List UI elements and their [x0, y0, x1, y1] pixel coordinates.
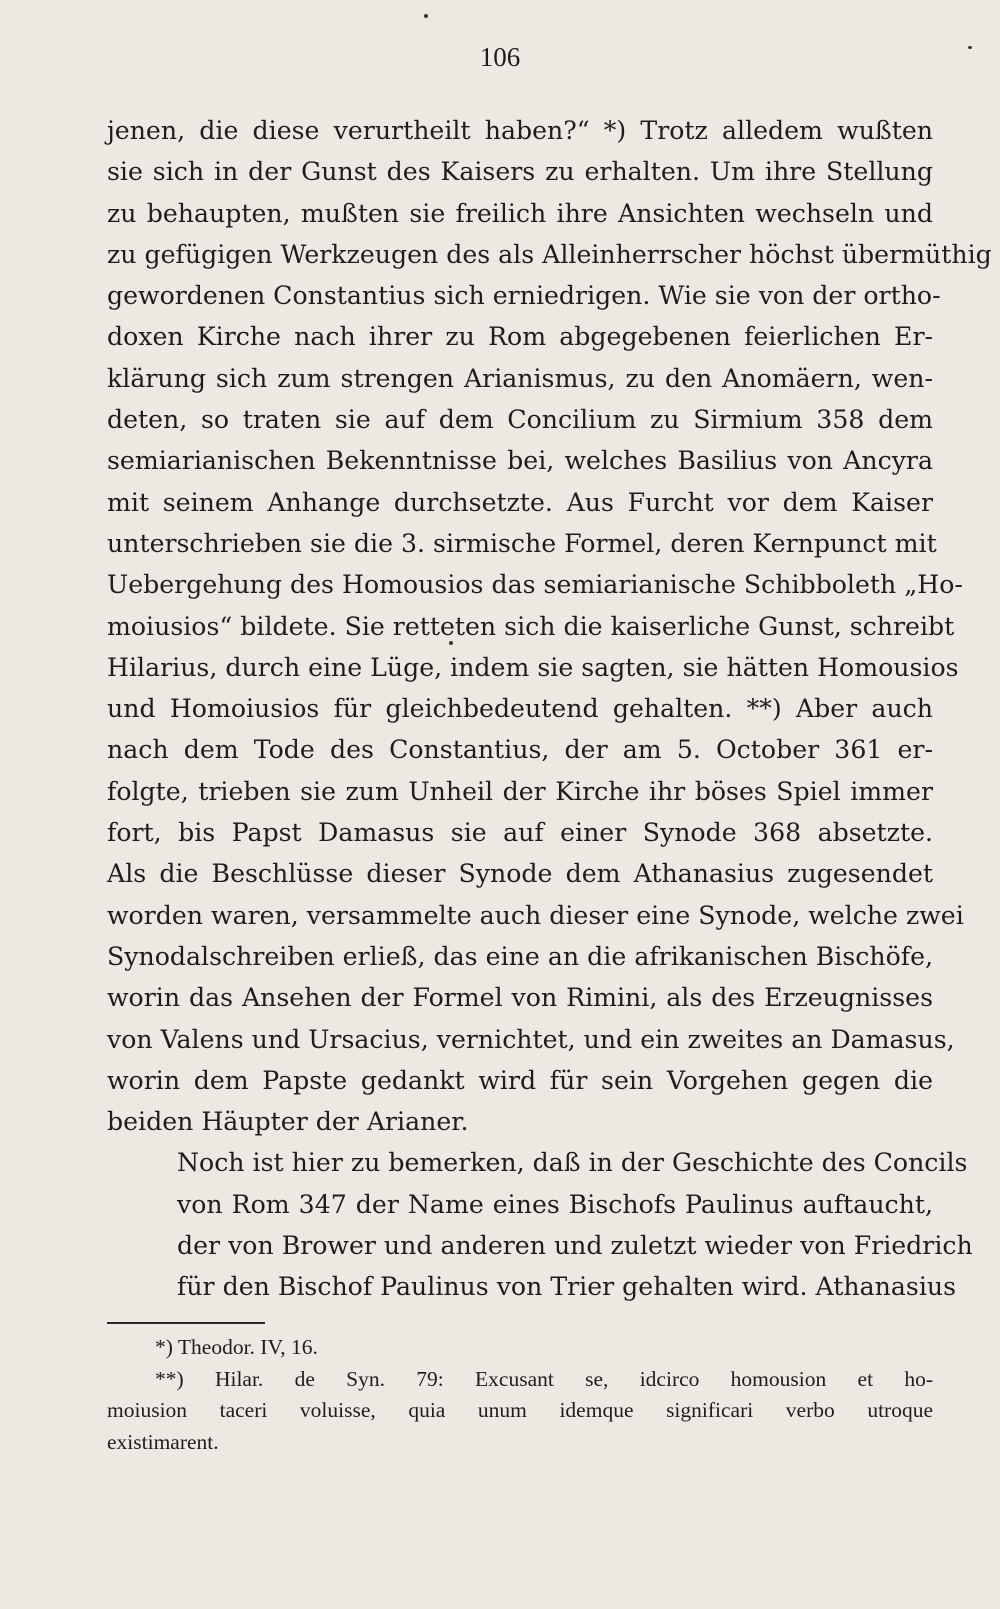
- text-line: beiden Häupter der Arianer.: [107, 1107, 469, 1137]
- text-line: jenen, die diese verurtheilt haben?“ *) Trotz alledem wußten: [107, 116, 933, 145]
- paragraph: [107, 110, 992, 1142]
- text-line: Als die Beschlüsse dieser Synode dem Athanasius zugesendet: [107, 859, 933, 889]
- text-line: Hilarius, durch eine Lüge, indem sie sagten, sie hätten Homousios: [107, 652, 959, 682]
- text-line: moiusios“ bildete. Sie retteten sich die kaiserliche Gunst, schreibt: [107, 611, 955, 641]
- text-line: von Rom 347 der Name eines Bischofs Paulinus auftaucht,: [177, 1189, 933, 1219]
- text-line: Uebergehung des Homousios das semiarianische Schibboleth „Ho-: [107, 570, 963, 600]
- text-line: zu behaupten, mußten sie freilich ihre Ansichten wechseln und: [107, 198, 933, 228]
- paragraph: [107, 1142, 973, 1307]
- text-line: unterschrieben sie die 3. sirmische Formel, deren Kernpunct mit: [107, 528, 937, 558]
- text-line: Synodalschreiben erließ, das eine an die afrikanischen Bischöfe,: [107, 941, 933, 971]
- text-line: worin das Ansehen der Formel von Rimini, als des Erzeugnisses: [107, 983, 933, 1013]
- text-line: und Homoiusios für gleichbedeutend gehalten. **) Aber auch: [107, 694, 933, 724]
- print-speck: [449, 641, 453, 645]
- text-line: worin dem Papste gedankt wird für sein Vorgehen gegen die: [107, 1065, 933, 1095]
- text-line: doxen Kirche nach ihrer zu Rom abgegebenen feierlichen Er-: [107, 322, 933, 352]
- text-line: klärung sich zum strengen Arianismus, zu den Anomäern, wen-: [107, 363, 933, 393]
- text-line: nach dem Tode des Constantius, der am 5. October 361 er-: [107, 735, 933, 765]
- footnote-divider: [107, 1322, 265, 1324]
- footnote: [107, 1332, 933, 1364]
- text-line: sie sich in der Gunst des Kaisers zu erhalten. Um ihre Stellung: [107, 157, 933, 187]
- text-line: semiarianischen Bekenntnisse bei, welches Basilius von Ancyra: [107, 446, 933, 476]
- text-line: für den Bischof Paulinus von Trier gehalten wird. Athanasius: [177, 1272, 957, 1302]
- text-line: folgte, trieben sie zum Unheil der Kirche ihr böses Spiel immer: [107, 776, 933, 806]
- text-line: zu gefügigen Werkzeugen des als Alleinherrscher höchst übermüthig: [107, 239, 992, 269]
- text-line: fort, bis Papst Damasus sie auf einer Synode 368 absetzte.: [107, 818, 933, 848]
- text-line: deten, so traten sie auf dem Concilium zu Sirmium 358 dem: [107, 405, 933, 435]
- text-line: Noch ist hier zu bemerken, daß in der Geschichte des Concils: [177, 1148, 968, 1178]
- footnote-line: *) Theodor. IV, 16.: [155, 1335, 318, 1359]
- text-line: worden waren, versammelte auch dieser eine Synode, welche zwei: [107, 900, 964, 930]
- text-line: mit seinem Anhange durchsetzte. Aus Furcht vor dem Kaiser: [107, 487, 933, 517]
- print-speck: [968, 46, 972, 49]
- footnote-line: existimarent.: [107, 1429, 219, 1454]
- footnotes: [107, 1332, 933, 1458]
- footnote-line: **) Hilar. de Syn. 79: Excusant se, idcirco homousion et ho-: [155, 1366, 933, 1391]
- body-text: [107, 110, 992, 1308]
- text-line: der von Brower und anderen und zuletzt wieder von Friedrich: [177, 1231, 973, 1261]
- print-speck: [424, 14, 428, 18]
- footnote-line: moiusion taceri voluisse, quia unum idemque significari verbo utroque: [107, 1398, 933, 1422]
- page-number: 106: [479, 42, 521, 72]
- text-line: von Valens und Ursacius, vernichtet, und ein zweites an Damasus,: [107, 1024, 955, 1054]
- footnote: [107, 1364, 933, 1459]
- text-line: gewordenen Constantius sich erniedrigen. Wie sie von der ortho-: [107, 281, 941, 311]
